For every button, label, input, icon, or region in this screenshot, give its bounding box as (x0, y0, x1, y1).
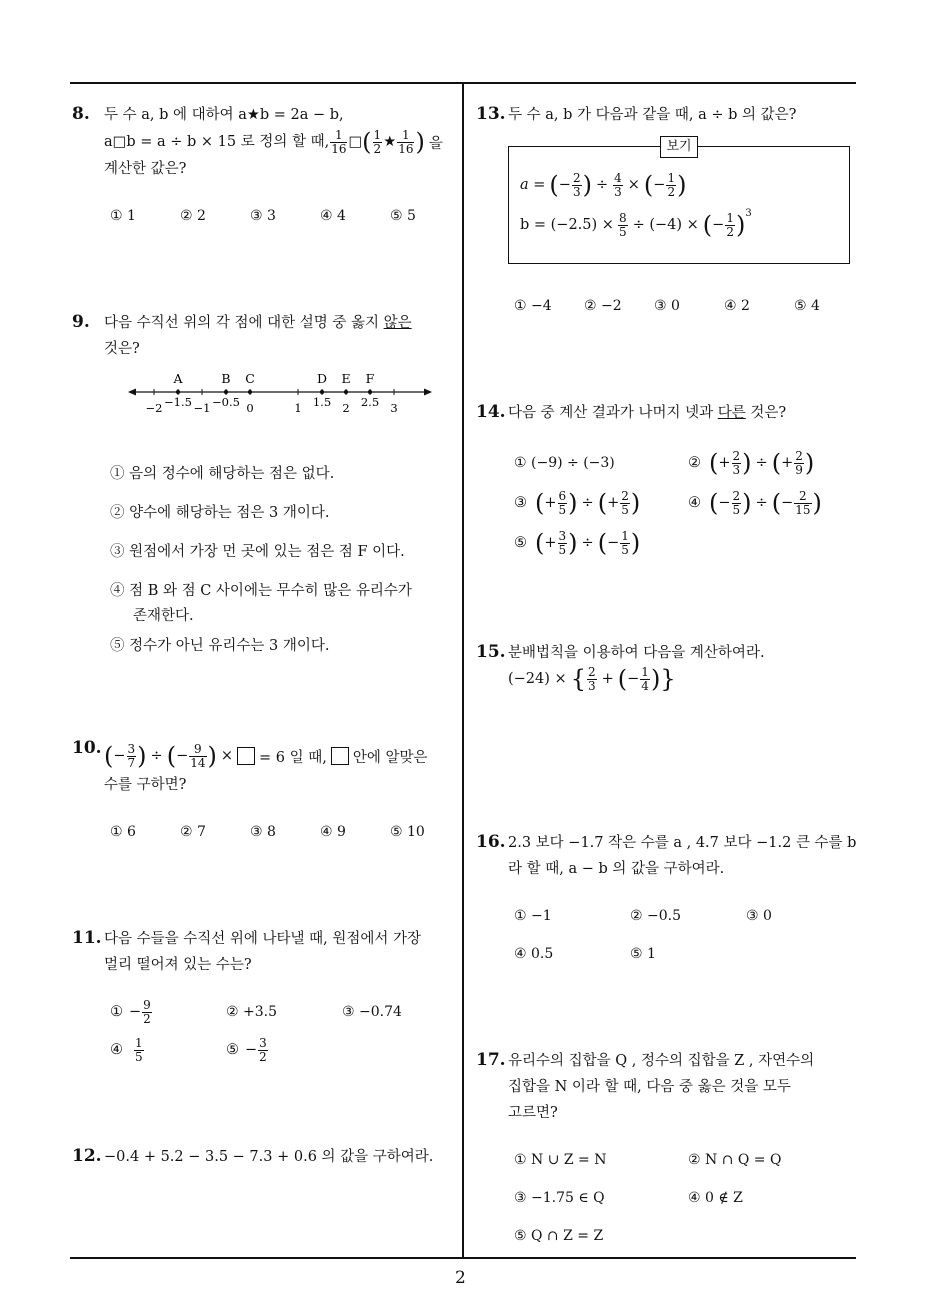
choice-4[interactable]: ④ 2 (724, 298, 750, 314)
choice-4[interactable]: ④ 0.5 (514, 946, 554, 962)
question-text-line3: 계산한 값은? (104, 161, 187, 177)
point-label: A (173, 371, 183, 386)
choice-5[interactable]: ⑤ 10 (390, 824, 425, 840)
point-dot (248, 390, 252, 394)
choice-2[interactable]: ② 2 (180, 208, 206, 224)
question-number: 13. (476, 104, 506, 124)
choice-4[interactable]: ④ 9 (320, 824, 346, 840)
question-number: 17. (476, 1050, 506, 1070)
emphasis-underlined: 다른 (717, 405, 746, 421)
point-dot (368, 390, 372, 394)
blank-box (237, 747, 255, 765)
question-text-line1: 두 수 a, b 에 대하여 a★b = 2a − b, (104, 107, 344, 123)
example-box (508, 146, 850, 264)
choice-3[interactable]: ③ 0 (654, 298, 680, 314)
question-text-line2: 수를 구하면? (104, 777, 187, 793)
choice-3[interactable]: ③ 8 (250, 824, 276, 840)
question-number: 9. (72, 312, 90, 332)
choice-2[interactable]: ② +3.5 (226, 1004, 277, 1020)
choice-1[interactable]: ① N ∪ Z = N (514, 1152, 607, 1168)
choice-1[interactable]: ① −1 (514, 908, 552, 924)
expression: (−24) × { $\frac{2}{3}$ + ( − $\frac{1}{4}$ ) } (508, 664, 676, 693)
choice-5[interactable]: ⑤ Q ∩ Z = Z (514, 1228, 604, 1244)
fraction: $\frac{1}{16}$ (398, 127, 414, 156)
choice-1[interactable]: ① −4 (514, 298, 552, 314)
question-number: 10. (72, 738, 102, 758)
choice-3[interactable]: ③ 3 (250, 208, 276, 224)
choice-4[interactable]: ④ 0 ∉ Z (688, 1190, 743, 1206)
bottom-rule (70, 1257, 856, 1259)
question-number: 11. (72, 928, 102, 948)
choice-2[interactable]: ② 양수에 해당하는 점은 3 개이다. (110, 505, 330, 521)
tick-label: −0.5 (212, 395, 240, 409)
point-label: F (365, 371, 375, 386)
choice-5[interactable]: ⑤ − $\frac{3}{2}$ (226, 1035, 267, 1064)
tick-label: −2 (145, 401, 163, 415)
fraction: $\frac{1}{16}$ (331, 127, 347, 156)
choice-1[interactable]: ① 1 (110, 208, 136, 224)
question-text: 분배법칙을 이용하여 다음을 계산하여라. (508, 645, 765, 661)
tick-label: −1 (193, 401, 211, 415)
blank-box (331, 747, 349, 765)
fraction: $\frac{3}{7}$ (127, 741, 136, 770)
emphasis-underlined: 않은 (383, 315, 412, 331)
point-dot (320, 390, 324, 394)
question-number: 14. (476, 402, 506, 422)
choice-5[interactable]: ⑤ 정수가 아닌 유리수는 3 개이다. (110, 638, 330, 654)
question-number: 15. (476, 642, 506, 662)
choice-2[interactable]: ② 7 (180, 824, 206, 840)
question-text-line3: 고르면? (508, 1105, 558, 1121)
tick-label: 3 (390, 401, 398, 415)
point-label: E (341, 371, 351, 386)
question-text-line2: 멀리 떨어져 있는 수는? (104, 957, 252, 973)
choice-2[interactable]: ② ( + $\frac{2}{3}$ ) ÷ ( + $\frac{2}{9}$ ) (688, 448, 815, 477)
page-number: 2 (455, 1268, 466, 1288)
choice-4[interactable]: ④ 4 (320, 208, 346, 224)
definition-a: a = ( − $\frac{2}{3}$ ) ÷ $\frac{4}{3}$ × ( − $\frac{1}{2}$ ) (520, 170, 687, 199)
choice-1[interactable]: ① − $\frac{9}{2}$ (110, 997, 151, 1026)
choice-2[interactable]: ② N ∩ Q = Q (688, 1152, 782, 1168)
question-text-line1: 다음 수들을 수직선 위에 나타낼 때, 원점에서 가장 (104, 931, 422, 947)
fraction: $\frac{9}{14}$ (190, 741, 206, 770)
tick-label: 1.5 (312, 395, 332, 409)
column-divider (462, 83, 464, 1258)
choice-2[interactable]: ② −2 (584, 298, 622, 314)
choice-1[interactable]: ① (−9) ÷ (−3) (514, 455, 615, 471)
question-text: −0.4 + 5.2 − 3.5 − 7.3 + 0.6 의 값을 구하여라. (104, 1149, 434, 1165)
choice-3[interactable]: ③ 0 (746, 908, 772, 924)
choice-1[interactable]: ① 6 (110, 824, 136, 840)
choice-3[interactable]: ③ −0.74 (342, 1004, 402, 1020)
question-text-line2: 집합을 N 이라 할 때, 다음 중 옳은 것을 모두 (508, 1079, 791, 1095)
question-text-line2: 라 할 때, a − b 의 값을 구하여라. (508, 861, 725, 877)
question-text-line1: 2.3 보다 −1.7 작은 수를 a , 4.7 보다 −1.2 큰 수를 b (508, 835, 857, 851)
point-label: D (316, 371, 328, 386)
question-text-line2: 것은? (104, 341, 140, 357)
question-text-line1: 다음 수직선 위의 각 점에 대한 설명 중 옳지 (104, 315, 379, 331)
definition-b: b = (−2.5) × $\frac{8}{5}$ ÷ (−4) × ( − $\frac{1}{2}$ ) $^3$ (520, 208, 752, 239)
tick-label: 0 (246, 401, 254, 415)
choice-3[interactable]: ③ −1.75 ∈ Q (514, 1190, 605, 1206)
choice-2[interactable]: ② −0.5 (630, 908, 681, 924)
question-number: 8. (72, 104, 90, 124)
choice-5[interactable]: ⑤ 5 (390, 208, 416, 224)
number-line (128, 368, 434, 418)
question-number: 16. (476, 832, 506, 852)
choice-5[interactable]: ⑤ 1 (630, 946, 656, 962)
point-label: B (221, 371, 231, 386)
choice-4[interactable]: ④ ( − $\frac{2}{5}$ ) ÷ ( − $\frac{2}{15}$ ) (688, 488, 822, 517)
choice-4[interactable]: ④ $\frac{1}{5}$ (110, 1035, 143, 1064)
tick-label: 2.5 (360, 395, 380, 409)
point-dot (344, 390, 348, 394)
fraction: $\frac{1}{2}$ (373, 127, 382, 156)
choice-3[interactable]: ③ 원점에서 가장 먼 곳에 있는 점은 점 F 이다. (110, 544, 405, 560)
tick-label: 2 (342, 401, 350, 415)
question-number: 12. (72, 1146, 102, 1166)
point-dot (224, 390, 228, 394)
choice-5[interactable]: ⑤ ( + $\frac{3}{5}$ ) ÷ ( − $\frac{1}{5}$ ) (514, 528, 641, 557)
choice-4[interactable]: ④ 점 B 와 점 C 사이에는 무수히 많은 유리수가 (110, 583, 412, 599)
question-text-line2: a□b = a ÷ b × 15 로 정의 할 때, (104, 134, 330, 150)
question-text: 두 수 a, b 가 다음과 같을 때, a ÷ b 의 값은? (508, 107, 797, 123)
point-dot (176, 390, 180, 394)
point-label: C (245, 371, 255, 386)
choice-1[interactable]: ① 음의 정수에 해당하는 점은 없다. (110, 466, 335, 482)
question-text: 다음 중 계산 결과가 나머지 넷과 (508, 405, 714, 421)
example-box-label: 보기 (660, 136, 698, 158)
tick-label: 1 (294, 401, 302, 415)
choice-5[interactable]: ⑤ 4 (794, 298, 820, 314)
choice-3[interactable]: ③ ( + $\frac{6}{5}$ ) ÷ ( + $\frac{2}{5}$ ) (514, 488, 641, 517)
choice-4-continued: 존재한다. (133, 608, 194, 624)
question-text-line1: 유리수의 집합을 Q , 정수의 집합을 Z , 자연수의 (508, 1053, 815, 1069)
tick-label: −1.5 (164, 395, 192, 409)
